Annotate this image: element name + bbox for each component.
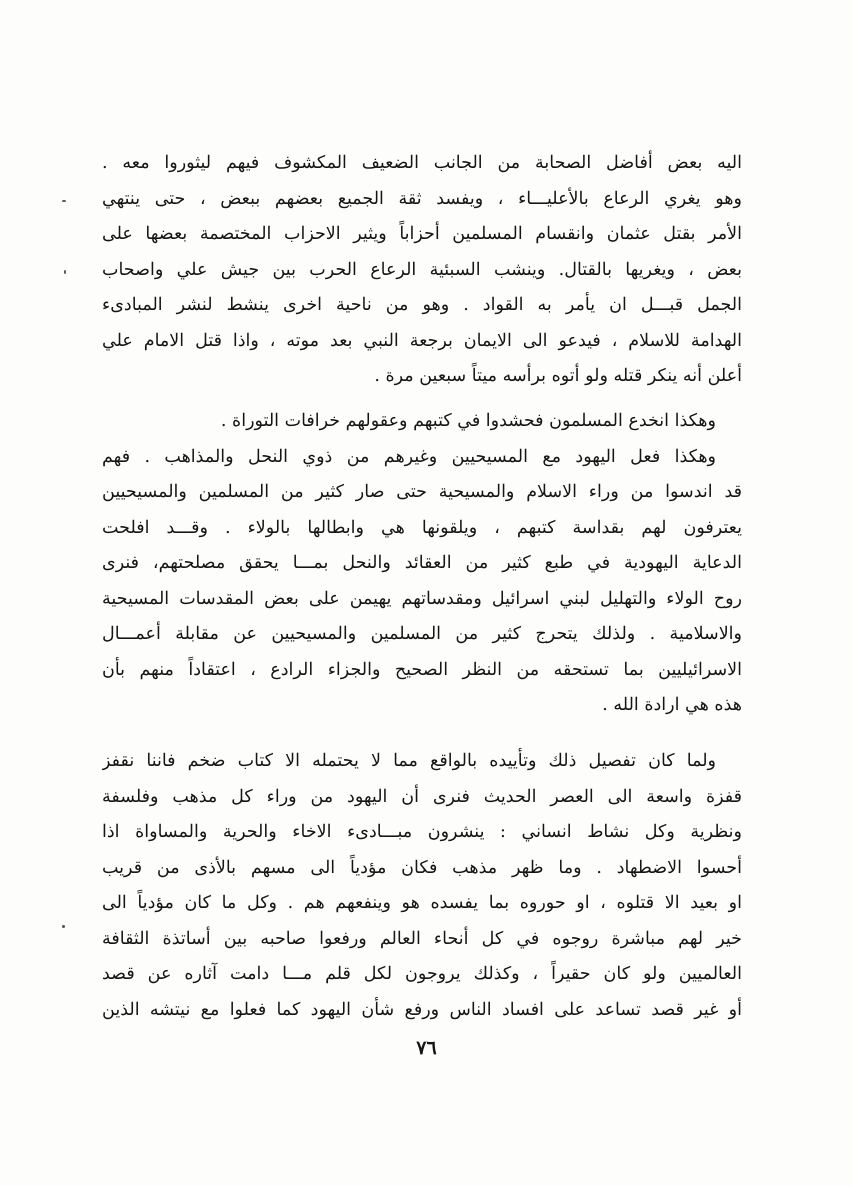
text-line: أحسوا الاضطهاد . وما ظهر مذهب فكان مؤدياً الى مسهم بالأذى من قريب — [102, 857, 742, 878]
text-line: وهكذا انخدع المسلمون فحشدوا في كتبهم وعقولهم خرافات التوراة . — [220, 411, 716, 431]
text-line: ولما كان تفصيل ذلك وتأييده بالواقع مما لا يحتمله الا كتاب ضخم فاننا نقفز — [102, 751, 716, 771]
text-line: ونظرية وكل نشاط انساني : ينشرون مبـــادىء الاخاء والحرية والمساواة اذا — [102, 822, 742, 842]
text-line: وهو يغري الرعاع بالأعليـــاء ، ويفسد ثقة الجميع بعضهم ببعض ، حتى ينتهي — [102, 188, 742, 209]
paragraph-2 — [102, 404, 742, 724]
paragraph-1 — [102, 146, 742, 395]
text-line: قفزة واسعة الى العصر الحديث فنرى أن اليهود من وراء كل مذهب وفلسفة — [102, 786, 742, 807]
text-line: يعترفون لهم بقداسة كتبهم ، ويلقونها هي وابطالها بالولاء . وقـــد افلحت — [102, 517, 742, 538]
text-line: الهدامة للاسلام ، فيدعو الى الايمان برجعة النبي بعد موته ، واذا قتل الامام علي — [102, 330, 742, 351]
scan-speck — [64, 270, 66, 274]
text-line: الدعاية اليهودية في طبع كثير من العقائد والنحل بمـــا يحقق مصلحتهم، فنرى — [102, 553, 742, 573]
scan-speck — [62, 925, 65, 928]
text-line: بعض ، ويغريها بالقتال. وينشب السبئية الرعاع الحرب بين جيش علي واصحاب — [102, 259, 742, 280]
text-line: العالميين ولو كان حقيراً ، وكذلك يروجون لكل قلم مـــا دامت آثاره عن قصد — [102, 964, 742, 984]
text-line: أو غير قصد تساعد على افساد الناس ورفع شأن اليهود كما فعلوا مع نيتشه الذين — [102, 999, 742, 1020]
scan-speck — [62, 200, 66, 202]
text-line: هذه هي ارادة الله . — [602, 695, 742, 715]
text-line: خير لهم مباشرة روجوه في كل أنحاء العالم ورفعوا صاحبه بين أساتذة الثقافة — [102, 928, 742, 949]
text-line: اليه بعض أفاضل الصحابة من الجانب الضعيف المكشوف فيهم ليثوروا معه . — [102, 153, 742, 173]
text-line: الاسرائيليين بما تستحقه من النظر الصحيح والجزاء الرادع ، اعتقاداً منهم بأن — [102, 659, 742, 680]
text-line: وهكذا فعل اليهود مع المسيحيين وغيرهم من ذوي النحل والمذاهب . فهم — [102, 446, 716, 467]
text-line: أعلن أنه ينكر قتله ولو أتوه برأسه ميتاً سبعين مرة . — [374, 366, 742, 386]
page-number: ٧٦ — [416, 1037, 437, 1059]
text-line: او بعيد الا قتلوه ، او حوروه بما يفسده هو وينفعهم هم . وكل ما كان مؤدياً الى — [102, 893, 742, 913]
paragraph-3 — [102, 744, 742, 1028]
text-line: روح الولاء والتهليل لبني اسرائيل ومقدساتهم يهيمن على بعض المقدسات المسيحية — [102, 588, 742, 609]
text-line: الجمل قبـــل ان يأمر به القواد . وهو من ناحية اخرى ينشط لنشر المبادىء — [102, 295, 742, 315]
text-line: قد اندسوا من وراء الاسلام والمسيحية حتى صار كثير من المسلمين والمسيحيين — [102, 482, 742, 502]
text-line: الأمر بقتل عثمان وانقسام المسلمين أحزاباً ويثير الاحزاب المختصمة بعضها على — [102, 224, 742, 244]
text-line: والاسلامية . ولذلك يتحرج كثير من المسلمين والمسيحيين عن مقابلة أعمـــال — [102, 624, 742, 644]
